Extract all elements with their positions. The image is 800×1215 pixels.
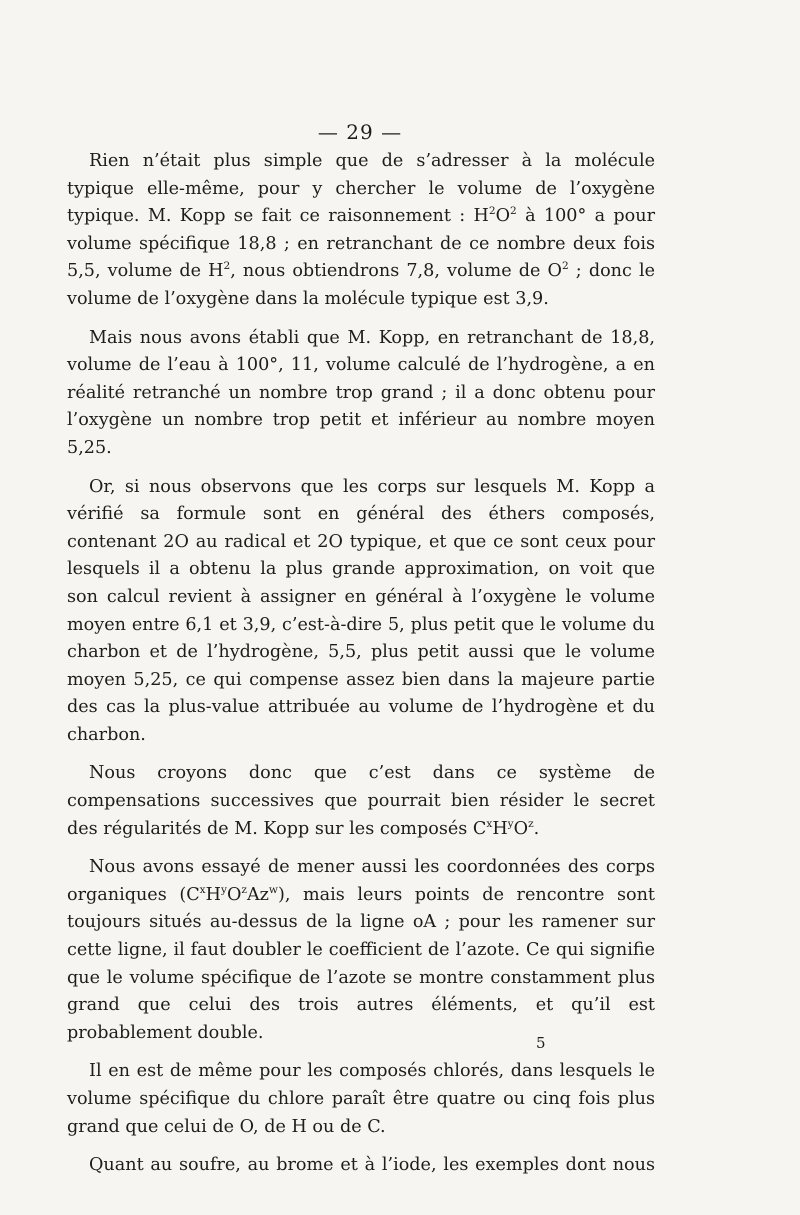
text-run: Nous avons essayé de mener aussi les coordonnées des corps organiques (C <box>67 857 655 905</box>
text-run: , nous obtiendrons 7,8, volume de O <box>230 261 562 282</box>
text-run: Az <box>246 884 269 905</box>
text-run: ), mais leurs points de rencontre sont toujours situés au-dessus de la ligne oA ; pour les ramener sur cette ligne, il faut doubler le coefficient de l’azote. Ce qui signifie que le volume spécifique de l’azote se montre constamment plus grand que celui des trois autres éléments, et qu’il est probablement double. <box>67 884 655 1043</box>
text-run: Il en est de même pour les composés chlorés, dans lesquels le volume spécifique du chlore paraît être quatre ou cinq fois plus grand que celui de O, de H ou de C. <box>67 1061 655 1137</box>
text-run: O <box>495 206 511 227</box>
superscript: 2 <box>223 260 231 273</box>
text-run: Or, si nous observons que les corps sur lesquels M. Kopp a vérifié sa formule sont en général des éthers composés, contenant 2O au radical et 2O typique, et que ce sont ceux pour lesquels il a obtenu la plus grande approximation, on voit que son calcul revient à assigner en général à l’oxygène le volume moyen entre 6,1 et 3,9, c’est-à-dire 5, plus petit que le volume du charbon et de l’hydrogène, 5,5, plus petit aussi que le volume moyen 5,25, ce qui compense assez bien dans la majeure partie des cas la plus-value attribuée au volume de l’hydrogène et du charbon. <box>67 476 655 745</box>
superscript: z <box>528 817 534 830</box>
text-run: Mais nous avons établi que M. Kopp, en retranchant de 18,8, volume de l’eau à 100°, 11, volume calculé de l’hydrogène, a en réalité retranché un nombre trop grand ; il a donc obtenu pour l’oxygène un nombre trop petit et inférieur au nombre moyen 5,25. <box>67 327 655 458</box>
text-run: Nous croyons donc que c’est dans ce système de compensations successives que pourrait bien résider le secret des régularités de M. Kopp sur les composés C <box>67 763 655 839</box>
paragraph-6 <box>67 1058 655 1141</box>
text-run: Quant au soufre, au brome et à l’iode, les exemples dont nous <box>89 1155 655 1176</box>
superscript: 2 <box>488 205 496 218</box>
superscript: 2 <box>561 260 569 273</box>
superscript: y <box>507 817 514 830</box>
paragraph-5 <box>67 854 655 1047</box>
text-run: à 100° a pour volume spécifique 18,8 ; en retranchant de ce nombre deux fois 5,5, volume de H <box>67 206 655 282</box>
paragraph-1 <box>67 148 655 314</box>
text-run: Rien n’était plus simple que de s’adresser à la molécule typique elle-même, pour y chercher le volume de l’oxygène typique. M. Kopp se fait ce raisonnement : H <box>67 151 655 227</box>
text-run: H <box>205 884 221 905</box>
text-run: O <box>226 884 242 905</box>
superscript: x <box>486 817 493 830</box>
text-run: . <box>533 818 540 839</box>
text-run: H <box>492 818 508 839</box>
superscript: w <box>268 883 278 896</box>
signature-mark: 5 <box>536 1034 546 1052</box>
paragraph-2 <box>67 325 655 463</box>
text-run: O <box>513 818 529 839</box>
paragraph-3 <box>67 474 655 750</box>
page-header-number: — 29 — <box>317 120 403 144</box>
body-text <box>67 148 655 1180</box>
text-run: ; donc le volume de l’oxygène dans la molécule typique est 3,9. <box>67 261 656 309</box>
superscript: 2 <box>510 205 517 218</box>
superscript: z <box>241 883 247 896</box>
superscript: x <box>199 883 206 896</box>
paragraph-7 <box>67 1152 655 1180</box>
paragraph-4 <box>67 760 655 843</box>
superscript: y <box>220 883 227 896</box>
